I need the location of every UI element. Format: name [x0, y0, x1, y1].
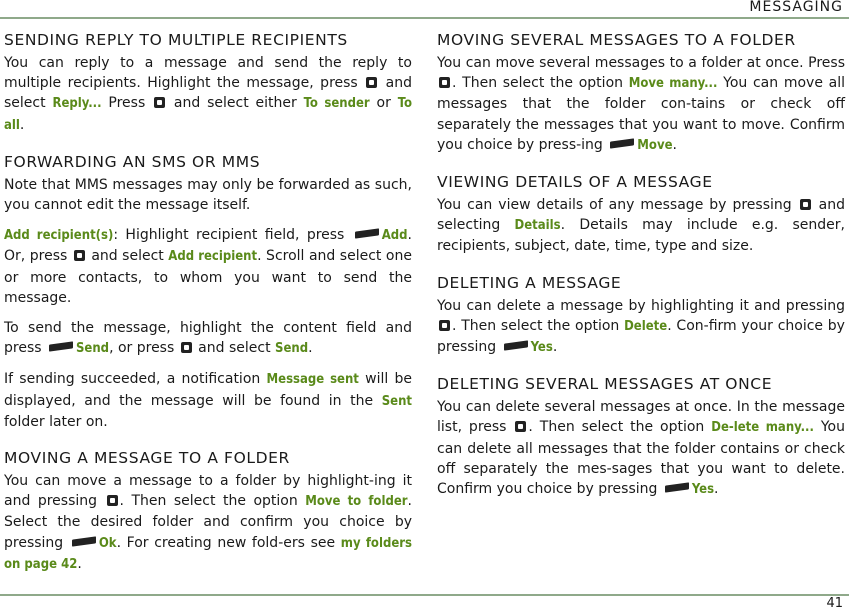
section-forwarding	[4, 152, 412, 432]
ok-key-icon	[439, 77, 450, 88]
keyword: Move to folder	[305, 494, 408, 510]
section-move-several	[437, 30, 845, 156]
keyword: Reply...	[52, 96, 102, 112]
cross-reference-link[interactable]: my folders on page 42	[4, 535, 413, 572]
keyword: Add	[381, 228, 408, 244]
soft-key-icon	[610, 138, 634, 148]
paragraph: Add recipient(s): Highlight recipient field, press Add. Or, press and select Add recipient. Scroll and select one or more contacts, to whom you want to send the message.	[4, 227, 412, 306]
section-title: DELETING A MESSAGE	[437, 273, 622, 292]
right-column	[437, 30, 845, 516]
running-head: MESSAGING	[749, 0, 843, 15]
section-delete-several	[437, 374, 845, 500]
keyword: Add recipient(s)	[4, 228, 114, 244]
keyword: Move many...	[628, 76, 718, 92]
section-reply-multiple	[4, 30, 412, 136]
page-number: 41	[826, 596, 843, 611]
paragraph: You can move a message to a folder by highlight-ing it and pressing . Then select the option Move to folder. Select the desired folder and confirm you choice by pressing Ok. For creating new fold-ers see my folders on page 42.	[4, 473, 413, 572]
paragraph: To send the message, highlight the content field and press Send, or press and select Send.	[4, 320, 412, 357]
paragraph: You can delete several messages at once. In the message list, press . Then select the option De-lete many... You can delete all messages that the folder contains or check off separately the mes-sages that you want to delete. Confirm you choice by pressing Yes.	[437, 399, 845, 498]
keyword: Send	[275, 341, 309, 357]
paragraph: You can move several messages to a folder at once. Press . Then select the option Move many... You can move all messages that the folder con-tains or check off separately the messages that you want to move. Confirm you choice by press-ing Move.	[437, 55, 845, 153]
keyword: To sender	[303, 96, 370, 112]
ok-key-icon	[800, 199, 811, 210]
section-title: MOVING SEVERAL MESSAGES TO A FOLDER	[437, 31, 796, 49]
keyword: Delete	[624, 318, 668, 334]
soft-key-icon	[72, 536, 96, 546]
header-rule	[0, 17, 849, 19]
ok-key-icon	[439, 320, 450, 331]
keyword: Sent	[381, 393, 412, 409]
section-title: SENDING REPLY TO MULTIPLE RECIPIENTS	[4, 31, 348, 49]
ok-key-icon	[154, 97, 165, 108]
keyword: Yes	[530, 340, 553, 356]
section-title: DELETING SEVERAL MESSAGES AT ONCE	[437, 375, 773, 394]
keyword: Move	[637, 137, 673, 153]
footer-rule	[0, 594, 849, 596]
ok-key-icon	[515, 421, 526, 432]
ok-key-icon	[74, 250, 85, 261]
section-view-details	[437, 172, 845, 257]
paragraph: You can delete a message by highlighting it and pressing . Then select the option Delete. Con-firm your choice by pressing Yes.	[437, 297, 845, 356]
paragraph: Note that MMS messages may only be forwarded as such, you cannot edit the message itself.	[4, 176, 412, 214]
keyword: Message sent	[266, 372, 359, 388]
ok-key-icon	[107, 495, 118, 506]
keyword: De-lete many...	[711, 420, 814, 436]
keyword: Ok	[98, 535, 117, 551]
keyword: Add recipient	[168, 249, 258, 265]
keyword: Yes	[691, 482, 715, 498]
keyword: Send	[76, 341, 110, 357]
soft-key-icon	[355, 229, 379, 239]
paragraph: You can view details of any message by pressing and selecting Details. Details may include e.g. sender, recipients, subject, date, time, type and size.	[437, 197, 845, 255]
section-title: VIEWING DETAILS OF A MESSAGE	[437, 173, 713, 192]
section-title: FORWARDING AN SMS OR MMS	[4, 152, 261, 171]
ok-key-icon	[366, 77, 377, 88]
paragraph: If sending succeeded, a notification Message sent will be displayed, and the message will be found in the Sent folder later on.	[4, 371, 413, 430]
section-title: MOVING A MESSAGE TO A FOLDER	[4, 449, 290, 468]
paragraph: You can reply to a message and send the reply to multiple recipients. Highlight the message, press and select Reply... Press and select either To sender or To all.	[4, 55, 412, 133]
section-move-to-folder	[4, 448, 412, 575]
section-delete-message	[437, 273, 845, 359]
ok-key-icon	[181, 342, 192, 353]
soft-key-icon	[504, 340, 528, 350]
left-column	[4, 30, 412, 591]
soft-key-icon	[665, 482, 689, 492]
keyword: To all	[4, 96, 412, 133]
keyword: Details	[514, 218, 561, 234]
soft-key-icon	[49, 342, 73, 352]
